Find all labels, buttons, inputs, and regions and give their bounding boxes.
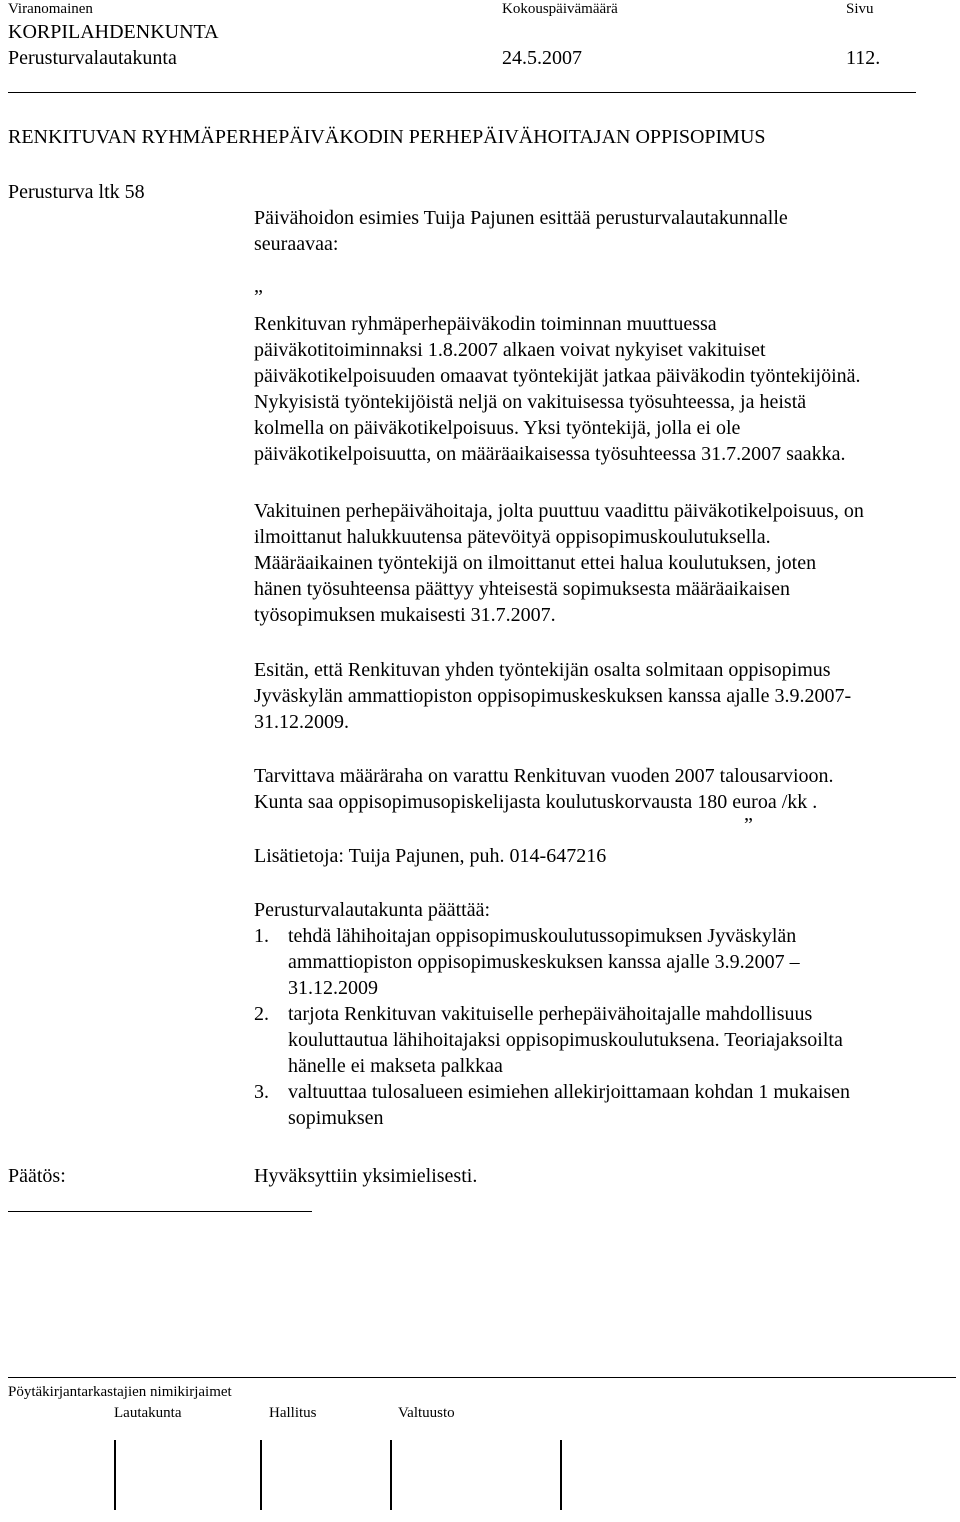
text-line: Esitän, että Renkituvan yhden työntekijän osalta solmitaan oppisopimus: [254, 659, 831, 681]
text-line: Jyväskylän ammattiopiston oppisopimuskeskuksen kanssa ajalle 3.9.2007-: [254, 685, 852, 707]
decision-list: [254, 923, 954, 1131]
proposal-paragraph-1: [254, 311, 954, 467]
footer-signature-divider: [114, 1440, 116, 1510]
text-line: valtuuttaa tulosalueen esimiehen allekirjoittamaan kohdan 1 mukaisen: [288, 1081, 851, 1103]
text-line: hänelle ei makseta palkkaa: [288, 1055, 503, 1077]
list-number: 2.: [254, 1003, 269, 1025]
text-line: Tarvittava määräraha on varattu Renkituvan vuoden 2007 talousarvioon.: [254, 765, 834, 787]
text-line: ilmoittanut halukkuutensa pätevöityä oppisopimuskoulutuksella.: [254, 526, 771, 548]
footer-rule: [8, 1377, 956, 1378]
proposal-paragraph-4: [254, 763, 954, 815]
header-date-label: Kokouspäivämäärä: [502, 1, 618, 17]
header-municipality: KORPILAHDENKUNTA: [8, 21, 219, 43]
text-line: päiväkotikelpoisuuden omaavat työntekijät jatkaa päiväkodin työntekijöinä.: [254, 365, 861, 387]
header-page-label: Sivu: [846, 1, 874, 17]
text-line: sopimuksen: [288, 1107, 384, 1129]
header-rule: [8, 92, 916, 93]
list-item: [254, 923, 954, 1001]
text-line: Vakituinen perhepäivähoitaja, jolta puuttuu vaadittu päiväkotikelpoisuus, on: [254, 500, 864, 522]
header-meeting-date: 24.5.2007: [502, 47, 582, 69]
text-line: kouluttautua lähihoitajaksi oppisopimuskoulutuksena. Teoriajaksoilta: [288, 1029, 843, 1051]
text-line: Nykyisistä työntekijöistä neljä on vakituisessa työsuhteessa, ja heistä: [254, 391, 807, 413]
text-line: Kunta saa oppisopimusopiskelijasta koulutuskorvausta 180 euroa /kk .: [254, 791, 818, 813]
header-body-name: Perusturvalautakunta: [8, 47, 177, 69]
text-line: 31.12.2009: [288, 977, 378, 999]
header-authority-label: Viranomainen: [8, 1, 93, 17]
footer-signature-divider: [390, 1440, 392, 1510]
header-page-number: 112.: [846, 47, 881, 69]
contact-info: Lisätietoja: Tuija Pajunen, puh. 014-647216: [254, 845, 607, 867]
text-line: tarjota Renkituvan vakituiselle perhepäivähoitajalle mahdollisuus: [288, 1003, 813, 1025]
intro-line: seuraavaa:: [254, 233, 339, 255]
opening-quote: „: [254, 275, 263, 297]
text-line: työsopimuksen mukaisesti 31.7.2007.: [254, 604, 556, 626]
footer-checkers-label: Pöytäkirjantarkastajien nimikirjaimet: [8, 1384, 232, 1400]
list-number: 1.: [254, 925, 269, 947]
list-item: [254, 1001, 954, 1079]
text-line: ammattiopiston oppisopimuskeskuksen kanssa ajalle 3.9.2007 –: [288, 951, 800, 973]
footer-board-label: Hallitus: [269, 1405, 317, 1421]
verdict-rule: [8, 1211, 312, 1212]
document-title: RENKITUVAN RYHMÄPERHEPÄIVÄKODIN PERHEPÄIVÄHOITAJAN OPPISOPIMUS: [8, 126, 766, 148]
text-line: hänen työsuhteensa päättyy yhteisestä sopimuksesta määräaikaisen: [254, 578, 790, 600]
verdict-text: Hyväksyttiin yksimielisesti.: [254, 1165, 478, 1187]
list-item: [254, 1079, 954, 1131]
closing-quote: ”: [744, 814, 753, 836]
text-line: päiväkotitoiminnaksi 1.8.2007 alkaen voivat nykyiset vakituiset: [254, 339, 766, 361]
section-reference: Perusturva ltk 58: [8, 181, 145, 203]
footer-committee-label: Lautakunta: [114, 1405, 182, 1421]
text-line: tehdä lähihoitajan oppisopimuskoulutussopimuksen Jyväskylän: [288, 925, 797, 947]
text-line: päiväkotikelpoisuutta, on määräaikaisessa työsuhteessa 31.7.2007 saakka.: [254, 443, 846, 465]
decision-intro: Perusturvalautakunta päättää:: [254, 899, 491, 921]
text-line: 31.12.2009.: [254, 711, 349, 733]
text-line: Renkituvan ryhmäperhepäiväkodin toiminnan muuttuessa: [254, 313, 717, 335]
text-line: Määräaikainen työntekijä on ilmoittanut ettei halua koulutuksen, joten: [254, 552, 817, 574]
footer-signature-divider: [260, 1440, 262, 1510]
verdict-label: Päätös:: [8, 1165, 66, 1187]
footer-signature-divider: [560, 1440, 562, 1510]
proposal-paragraph-2: [254, 498, 954, 628]
intro-line: Päivähoidon esimies Tuija Pajunen esittää perusturvalautakunnalle: [254, 207, 788, 229]
list-number: 3.: [254, 1081, 269, 1103]
intro-paragraph: [254, 205, 954, 257]
proposal-paragraph-3: [254, 657, 954, 735]
text-line: kolmella on päiväkotikelpoisuus. Yksi työntekijä, jolla ei ole: [254, 417, 741, 439]
footer-council-label: Valtuusto: [398, 1405, 455, 1421]
